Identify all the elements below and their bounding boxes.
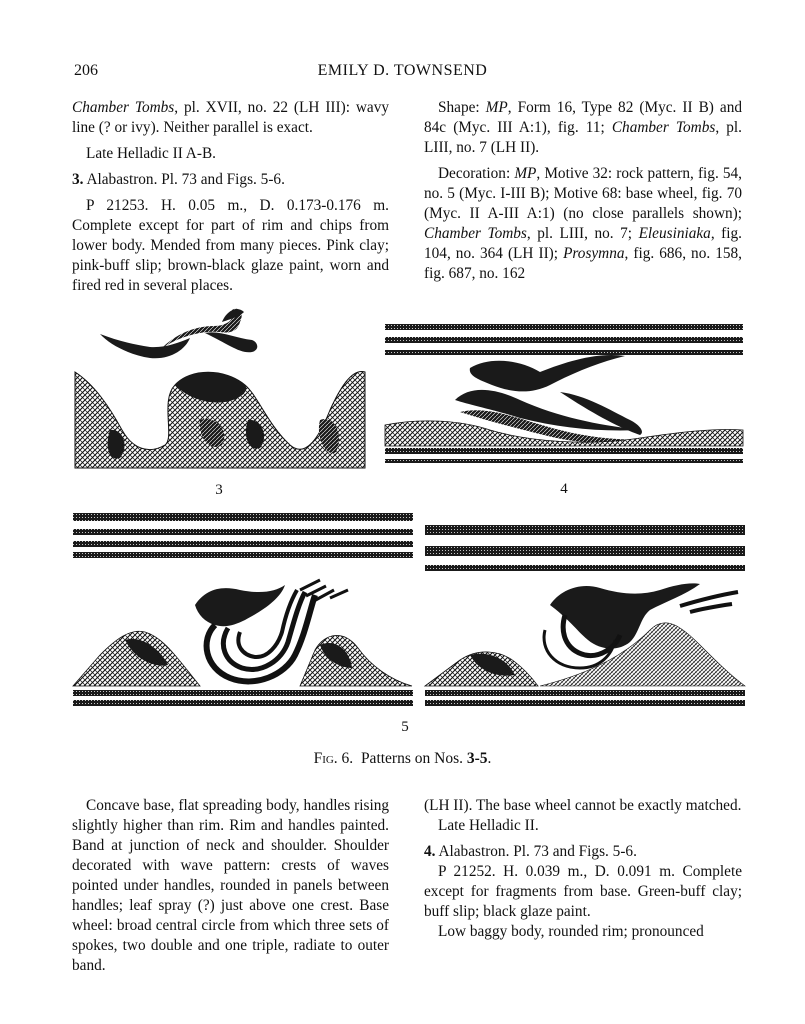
caption-figure-number: Fig. 6. — [313, 750, 354, 767]
text: , pl. XVII, no. 22 (LH III): wavy line (? or ivy). Neither parallel is exact. — [72, 99, 389, 136]
pattern-4-leaf-spray — [385, 324, 743, 463]
paragraph: Concave base, flat spreading body, handles rising slightly higher than rim. Rim and handles painted. Band at junction of neck and shoulder. Shoulder decorated with wave pattern: crests of waves pointed under handles, rounded in panels between handles; leaf spray (?) just above one crest. Base wheel: broad central circle from which three sets of spokes, two double and one triple, radiate to outer band. — [72, 797, 389, 974]
pattern-5-right — [425, 525, 745, 706]
figure-label-3: 3 — [215, 482, 223, 498]
citation-title: MP — [485, 99, 508, 116]
figure-caption — [0, 750, 805, 768]
citation-title: Chamber Tombs — [72, 99, 175, 116]
citation-title: Chamber Tombs — [611, 119, 716, 136]
paragraph: P 21253. H. 0.05 m., D. 0.173-0.176 m. Complete except for part of rim and chips from lower body. Mended from many pieces. Pink clay; pink-buff slip; brown-black glaze paint, worn and fired red in several places. — [72, 197, 389, 294]
figure-label-4: 4 — [560, 481, 568, 497]
paragraph: (LH II). The base wheel cannot be exactly matched. — [424, 797, 742, 814]
figure-label-5: 5 — [401, 719, 409, 735]
entry-number: 3. — [72, 171, 84, 188]
text-column-bottom-left — [72, 796, 389, 982]
text: , fig. 104, no. 364 (LH II); — [424, 225, 742, 262]
text: , Form 16, Type 82 (Myc. II B) and 84c (Myc. III A:1), fig. 11; — [424, 99, 742, 136]
text: , fig. 686, no. 158, fig. 687, no. 162 — [424, 245, 742, 282]
page-number: 206 — [74, 62, 98, 79]
running-head: EMILY D. TOWNSEND — [317, 62, 488, 79]
citation-title: Prosymna — [563, 245, 625, 262]
paragraph: P 21252. H. 0.039 m., D. 0.091 m. Complete except for fragments from base. Green-buff clay; buff slip; black glaze paint. — [424, 863, 742, 920]
paragraph: Low baggy body, rounded rim; pronounced — [438, 923, 704, 940]
text: Decoration: — [438, 165, 515, 182]
citation-title: Chamber Tombs — [424, 225, 527, 242]
text: Shape: — [438, 99, 486, 116]
text: , pl. LIII, no. 7 (LH II). — [424, 119, 742, 156]
text-column-bottom-right — [424, 796, 742, 942]
entry-title: Alabastron. Pl. 73 and Figs. 5-6. — [83, 171, 285, 188]
citation-title: MP — [514, 165, 537, 182]
entry-number: 4. — [424, 843, 436, 860]
caption-numbers: 3-5 — [466, 750, 488, 767]
entry-title: Alabastron. Pl. 73 and Figs. 5-6. — [435, 843, 637, 860]
pattern-3-wave-rock — [75, 309, 365, 468]
paragraph: Late Helladic II A-B. — [86, 145, 216, 162]
citation-title: Eleusiniaka — [638, 225, 711, 242]
paragraph: Late Helladic II. — [438, 817, 539, 834]
text: , Motive 32: rock pattern, fig. 54, no. 5 (Myc. I-III B); Motive 68: base wheel, fig. 70 (Myc. II A-III A:1) (no close parallels shown); — [424, 165, 742, 222]
text: , pl. LIII, no. 7; — [526, 225, 639, 242]
entry-heading — [424, 842, 742, 862]
pattern-5-left — [73, 513, 413, 706]
caption-end: . — [487, 750, 492, 767]
caption-text: Patterns on Nos. — [360, 750, 467, 767]
